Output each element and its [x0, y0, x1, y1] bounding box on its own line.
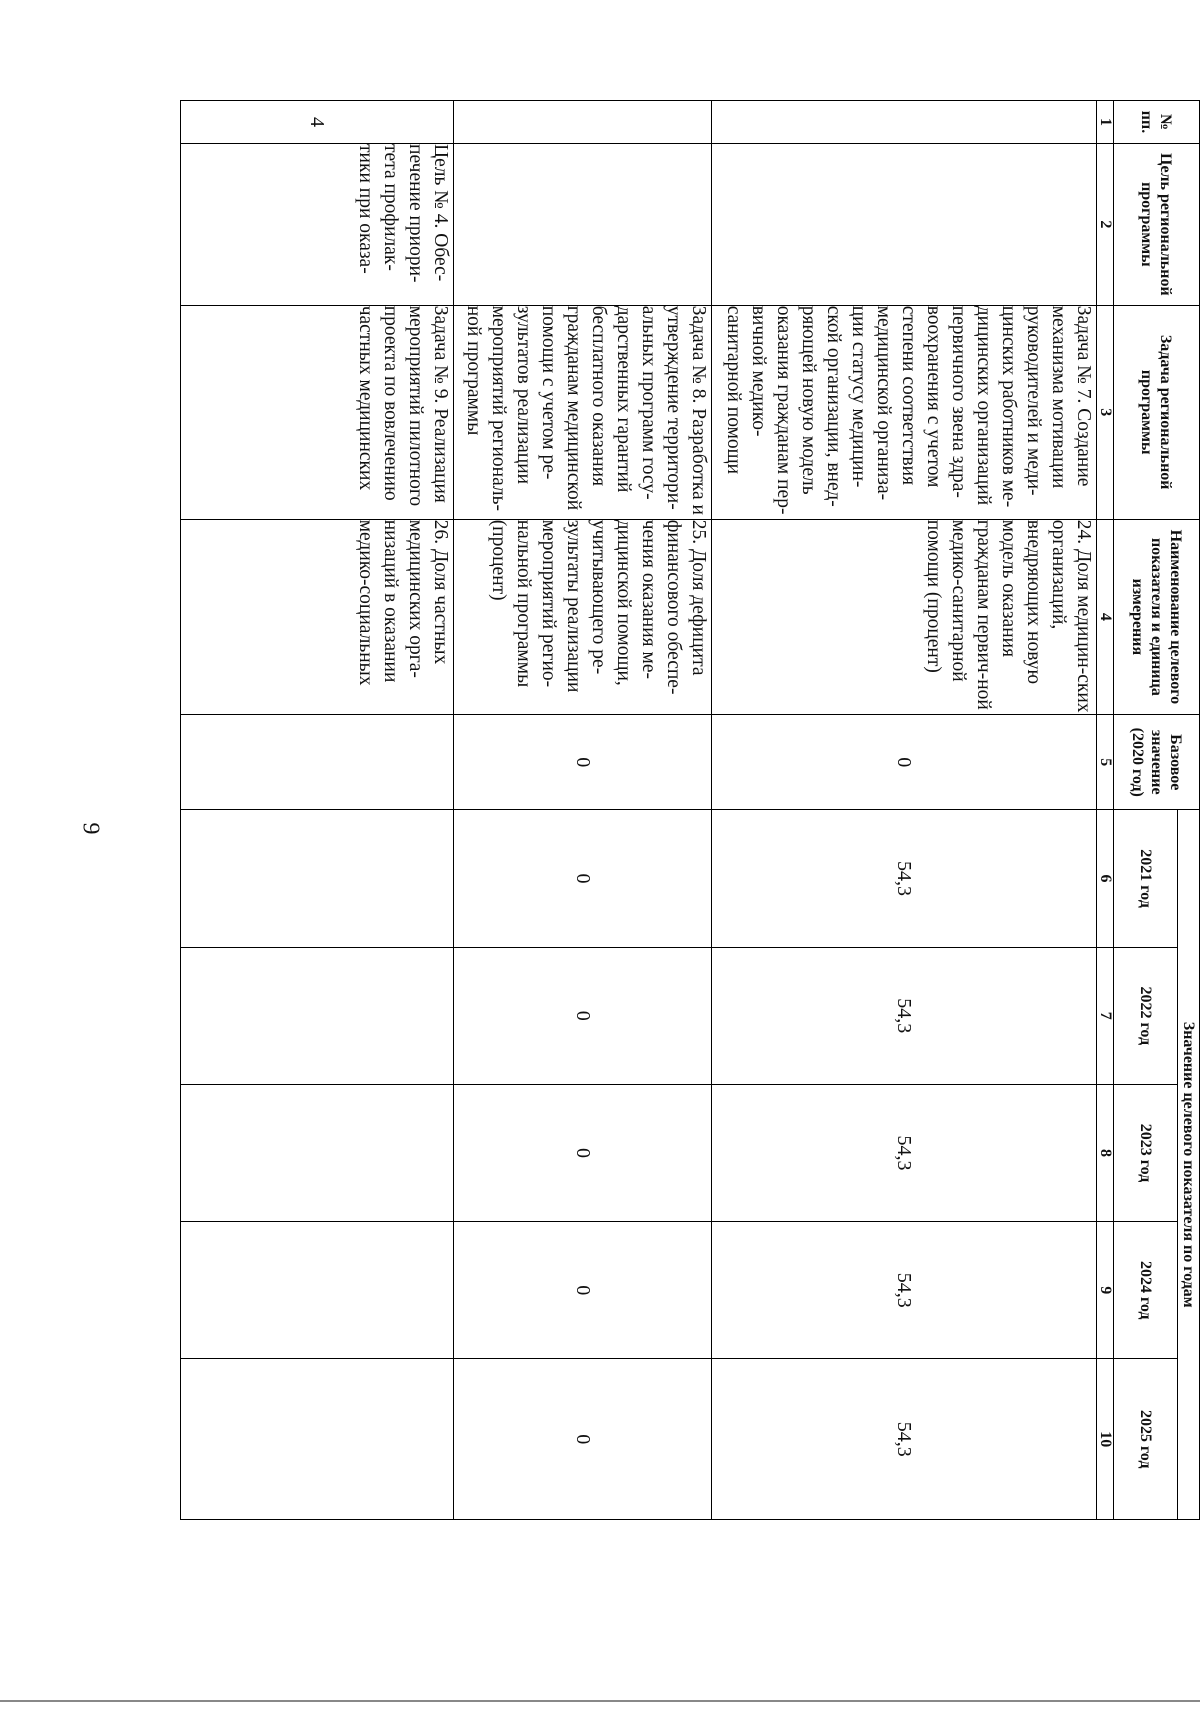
column-number: 4 — [1097, 519, 1114, 714]
header-year-2023: 2023 год — [1114, 1084, 1178, 1221]
task-cell: Задача № 8. Разработка и утверждение территори-альных программ госу-дарственных гарантий бесплатного оказания гражданам медицинской помощи с учетом ре-зультатов реализации мероприятий региональ-ной программы — [454, 305, 712, 519]
column-number: 7 — [1097, 947, 1114, 1084]
header-year-2021: 2021 год — [1114, 810, 1178, 947]
value-2023-cell — [181, 1084, 454, 1221]
column-number: 2 — [1097, 144, 1114, 306]
base-value-cell: 0 — [454, 715, 712, 810]
header-year-2024: 2024 год — [1114, 1222, 1178, 1359]
base-value-cell — [181, 715, 454, 810]
header-year-2022: 2022 год — [1114, 947, 1178, 1084]
value-2024-cell: 0 — [454, 1222, 712, 1359]
page-number: 9 — [77, 822, 104, 835]
indicator-cell: 26. Доля частных медицинских орга-низаций в оказании медико-социальных — [181, 519, 454, 714]
header-num: № пп. — [1114, 101, 1200, 144]
page-edge — [0, 1700, 1200, 1702]
value-2025-cell: 54,3 — [712, 1359, 1097, 1520]
column-number: 9 — [1097, 1222, 1114, 1359]
goal-cell — [454, 144, 712, 306]
indicator-table — [180, 100, 1200, 1520]
header-year-2025: 2025 год — [1114, 1359, 1178, 1520]
header-row-1 — [1178, 101, 1200, 1520]
value-2022-cell: 54,3 — [712, 947, 1097, 1084]
value-2023-cell: 54,3 — [712, 1084, 1097, 1221]
goal-cell — [712, 144, 1097, 306]
header-years-group: Значение целевого показателя по годам — [1178, 810, 1200, 1520]
table-row — [181, 101, 454, 1520]
table-row — [712, 101, 1097, 1520]
value-2023-cell: 0 — [454, 1084, 712, 1221]
column-number: 10 — [1097, 1359, 1114, 1520]
value-2022-cell — [181, 947, 454, 1084]
row-number: 4 — [181, 101, 454, 144]
value-2021-cell — [181, 810, 454, 947]
header-goal: Цель региональной программы — [1114, 144, 1200, 306]
task-cell: Задача № 7. Создание механизма мотивации руководителей и меди-цинских работников ме-дицинских организаций первичного звена здра-воохранения с учетом степени соответствия медицинской организа-ции статусу медицин-ской организации, внед-ряющей новую модель оказания гражданам пер-вичной медико-санитарной помощи — [712, 305, 1097, 519]
value-2022-cell: 0 — [454, 947, 712, 1084]
column-number: 5 — [1097, 715, 1114, 810]
rotated-page — [180, 0, 1200, 1520]
header-base-value: Базовое значение (2020 год) — [1114, 715, 1200, 810]
indicator-cell: 25. Доля дефицита финансового обеспе-чения оказания ме-дицинской помощи, учитывающего ре-зультаты реализации мероприятий регио-нальной программы (процент) — [454, 519, 712, 714]
table-row — [454, 101, 712, 1520]
column-number: 1 — [1097, 101, 1114, 144]
column-number-row — [1097, 101, 1114, 1520]
base-value-cell: 0 — [712, 715, 1097, 810]
row-number — [454, 101, 712, 144]
row-number — [712, 101, 1097, 144]
value-2024-cell: 54,3 — [712, 1222, 1097, 1359]
task-cell: Задача № 9. Реализация мероприятий пилотного проекта по вовлечению частных медицинских — [181, 305, 454, 519]
indicator-table-sheet — [180, 100, 1200, 1520]
header-task: Задача региональной программы — [1114, 305, 1200, 519]
goal-cell: Цель № 4. Обес-печение приори-тета профилак-тики при оказа- — [181, 144, 454, 306]
value-2025-cell — [181, 1359, 454, 1520]
value-2021-cell: 0 — [454, 810, 712, 947]
column-number: 3 — [1097, 305, 1114, 519]
value-2025-cell: 0 — [454, 1359, 712, 1520]
column-number: 8 — [1097, 1084, 1114, 1221]
indicator-cell: 24. Доля медицин-ских организаций, внедряющих новую модель оказания гражданам первич-ной медико-санитарной помощи (процент) — [712, 519, 1097, 714]
value-2021-cell: 54,3 — [712, 810, 1097, 947]
value-2024-cell — [181, 1222, 454, 1359]
column-number: 6 — [1097, 810, 1114, 947]
header-indicator: Наименование целевого показателя и единица измерения — [1114, 519, 1200, 714]
